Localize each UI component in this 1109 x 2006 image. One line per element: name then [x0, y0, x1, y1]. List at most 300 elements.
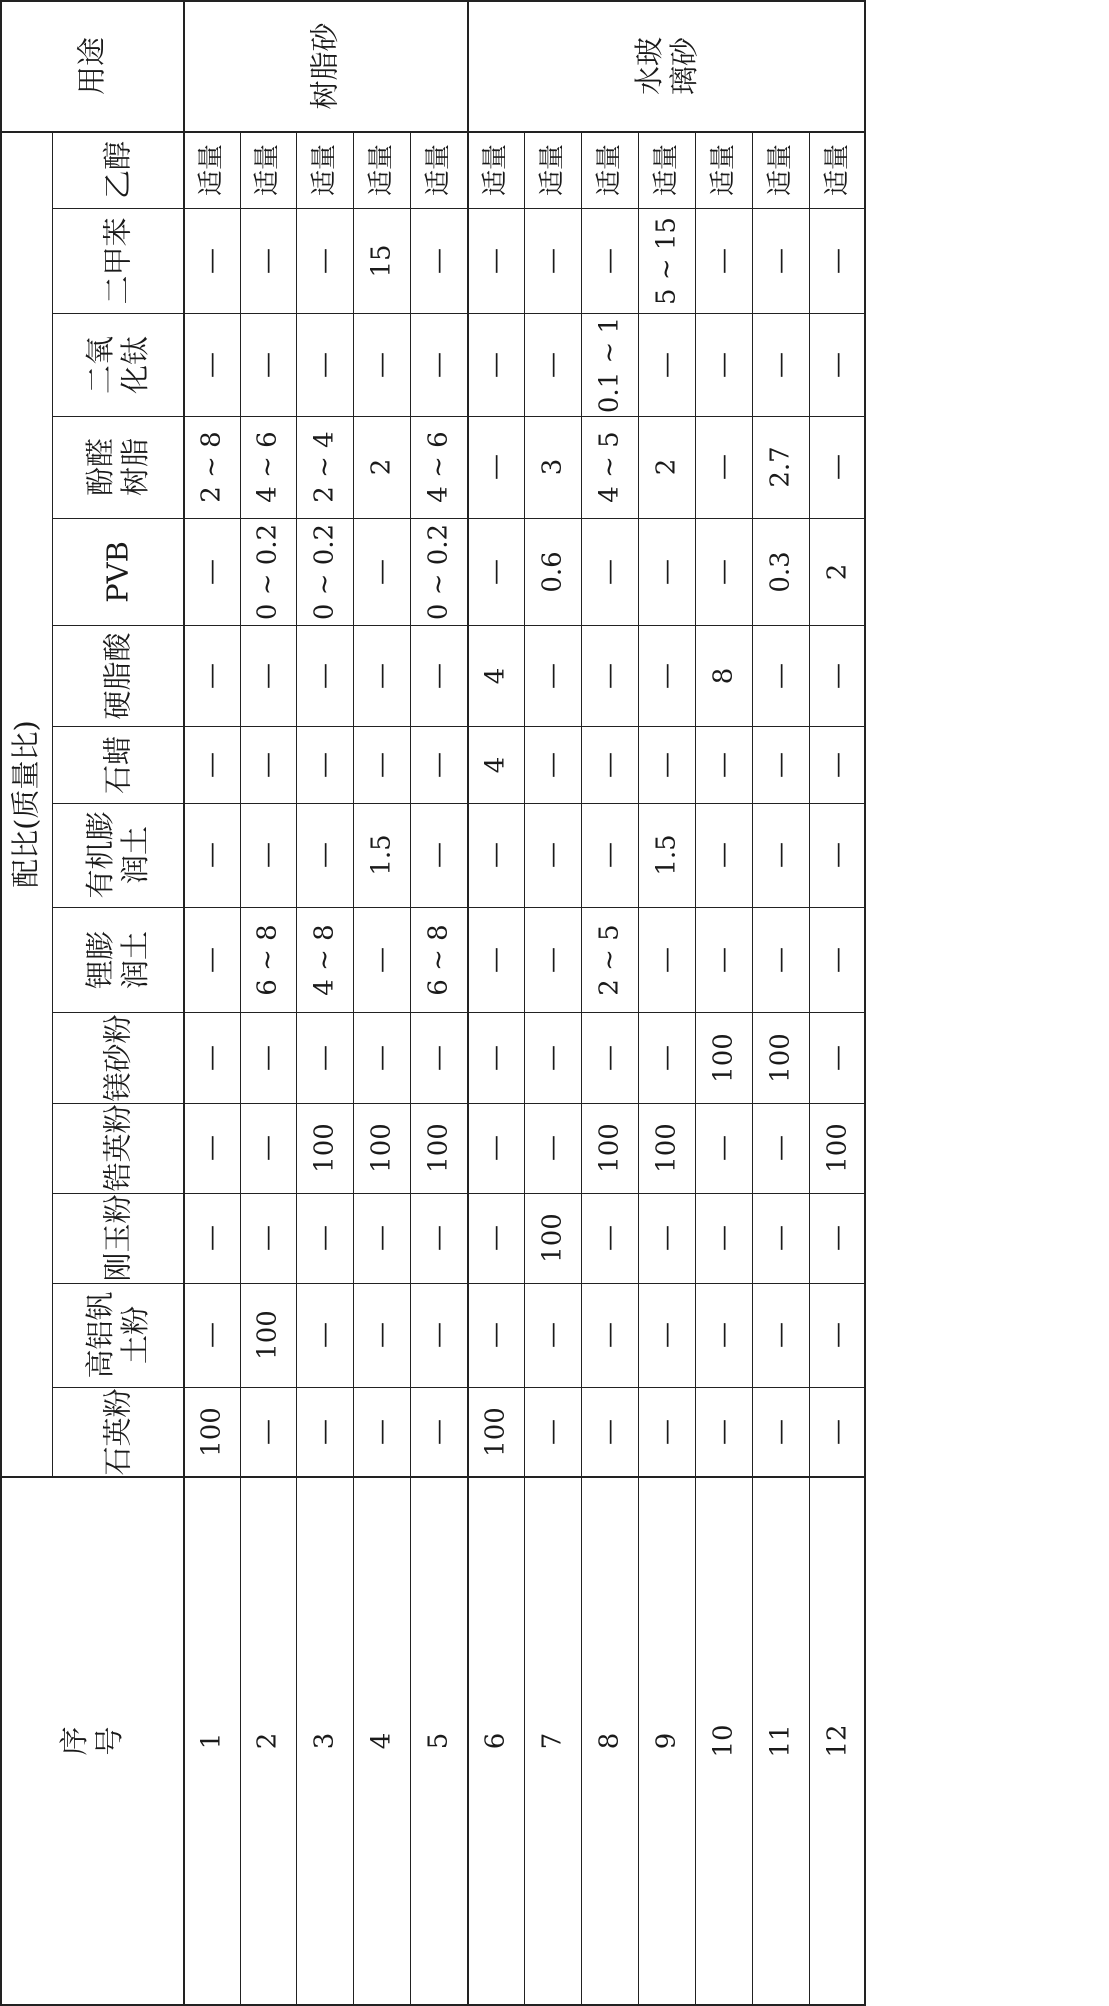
table-cell [752, 208, 809, 313]
table-cell [524, 1193, 581, 1283]
table-cell [581, 1193, 638, 1283]
table-cell [240, 313, 296, 416]
column-header-text: 二甲苯 [100, 216, 135, 305]
column-header-text: 高铝钒 土粉 [82, 1291, 152, 1379]
grid-line [52, 1283, 866, 1284]
table-cell-text: — [764, 1135, 795, 1161]
table-cell-text: 6 ~ 8 [422, 923, 453, 996]
table-cell-text: — [479, 946, 510, 973]
table-cell-text: 4 [479, 667, 510, 684]
table-cell-text: — [536, 842, 567, 868]
table-cell-text: — [821, 1044, 852, 1071]
table-cell-text: — [422, 751, 453, 778]
table-cell [695, 1103, 752, 1193]
table-cell-text: — [593, 558, 624, 585]
table-cell [353, 1012, 410, 1103]
table-cell [296, 1283, 353, 1387]
table-cell-text: 100 [650, 1123, 681, 1173]
table-cell [183, 726, 240, 803]
usage-group [467, 0, 866, 131]
table-cell-text: 0 ~ 0.2 [252, 523, 283, 620]
table-cell [581, 726, 638, 803]
table-cell [183, 1103, 240, 1193]
table-cell [524, 803, 581, 907]
grid-line [0, 1476, 866, 1478]
table-cell [638, 131, 695, 208]
table-cell-text: — [707, 1418, 738, 1445]
table-cell-text: 4 ~ 6 [422, 431, 453, 503]
table-cell [809, 208, 866, 313]
usage-group-text: 水玻 璃砂 [631, 36, 701, 95]
row-number [809, 1476, 866, 2006]
table-cell-text: 4 ~ 5 [593, 431, 624, 503]
grid-line [524, 131, 525, 2006]
table-cell-text: 适量 [422, 143, 453, 196]
table-cell-text: — [536, 946, 567, 973]
table-cell-text: — [764, 1418, 795, 1445]
table-cell [809, 1283, 866, 1387]
table-cell [467, 131, 524, 208]
grid-line [695, 131, 696, 2006]
row-number-text: 11 [764, 1724, 795, 1758]
table-cell-text: — [252, 1225, 283, 1251]
grid-line [296, 131, 297, 2006]
table-cell [296, 1193, 353, 1283]
table-cell [353, 208, 410, 313]
table-cell [809, 1103, 866, 1193]
column-header-text: 有机膨 润土 [82, 811, 152, 899]
table-cell [638, 313, 695, 416]
table-cell [183, 625, 240, 726]
table-cell-text: — [707, 1225, 738, 1251]
row-number [524, 1476, 581, 2006]
table-cell-text: — [308, 1044, 339, 1071]
usage-header-text: 用途 [74, 36, 109, 95]
index-header-text: 序 号 [56, 1726, 126, 1756]
table-cell [240, 726, 296, 803]
table-cell [183, 1193, 240, 1283]
usage-group-text: 树脂砂 [307, 21, 342, 110]
table-cell-text: 6 ~ 8 [252, 923, 283, 996]
grid-line [809, 131, 810, 2006]
usage-group [183, 0, 467, 131]
column-header [52, 726, 183, 803]
table-cell-text: — [195, 1225, 226, 1251]
table-cell [240, 131, 296, 208]
table-cell [695, 518, 752, 625]
table-cell [410, 131, 467, 208]
table-cell-text: 2 [821, 563, 852, 580]
table-cell-text: — [536, 1418, 567, 1445]
table-cell-text: 4 ~ 6 [252, 431, 283, 503]
table-cell [524, 1283, 581, 1387]
table-cell [410, 803, 467, 907]
table-cell [296, 208, 353, 313]
table-cell-text: — [195, 662, 226, 689]
table-cell-text: — [821, 1322, 852, 1348]
table-cell [353, 907, 410, 1012]
table-cell [240, 1103, 296, 1193]
row-number-text: 2 [252, 1732, 283, 1750]
column-header [52, 416, 183, 518]
table-cell-text: — [650, 351, 681, 378]
column-header [52, 1193, 183, 1283]
table-cell-text: 100 [308, 1123, 339, 1173]
row-number [752, 1476, 809, 2006]
table-cell-text: 100 [707, 1032, 738, 1083]
table-cell [809, 625, 866, 726]
table-cell-text: — [195, 351, 226, 378]
table-cell [183, 1012, 240, 1103]
table-cell [581, 518, 638, 625]
table-cell [638, 803, 695, 907]
table-cell [296, 726, 353, 803]
table-cell [467, 1103, 524, 1193]
table-cell-text: 1.5 [650, 834, 681, 876]
table-cell [638, 1283, 695, 1387]
table-cell [752, 518, 809, 625]
column-header [52, 131, 183, 208]
table-cell-text: — [252, 751, 283, 778]
table-cell-text: — [593, 1322, 624, 1348]
table-cell-text: — [479, 351, 510, 378]
table-cell [638, 1012, 695, 1103]
table-cell [183, 907, 240, 1012]
table-cell [296, 416, 353, 518]
column-header-text: 硬脂酸 [100, 631, 135, 720]
table-cell-text: 适量 [650, 143, 681, 196]
grid-line [0, 0, 866, 2]
table-cell-text: — [308, 662, 339, 689]
table-cell [296, 1012, 353, 1103]
table-cell-text: — [821, 454, 852, 480]
table-cell-text: — [821, 751, 852, 778]
table-cell [638, 726, 695, 803]
table-cell-text: — [650, 1418, 681, 1445]
table-cell [695, 1283, 752, 1387]
table-cell [410, 1193, 467, 1283]
column-header [52, 1283, 183, 1387]
table-cell-text: 适量 [308, 143, 339, 196]
table-cell [581, 1012, 638, 1103]
row-number-text: 10 [707, 1724, 738, 1758]
table-cell [183, 803, 240, 907]
table-cell [467, 625, 524, 726]
row-number [467, 1476, 524, 2006]
table-cell-text: — [821, 1418, 852, 1445]
table-cell [467, 518, 524, 625]
table-cell-text: — [650, 946, 681, 973]
table-cell [752, 1103, 809, 1193]
table-cell-text: — [422, 842, 453, 868]
table-cell [240, 625, 296, 726]
table-cell [524, 313, 581, 416]
table-cell [410, 313, 467, 416]
grid-line [864, 0, 866, 2006]
table-cell-text: — [308, 1225, 339, 1251]
table-cell-text: — [479, 1322, 510, 1348]
table-cell [524, 1012, 581, 1103]
table-cell [695, 803, 752, 907]
table-cell-text: — [821, 662, 852, 689]
column-header-text: 乙醇 [100, 140, 135, 199]
table-cell-text: — [707, 1135, 738, 1161]
table-cell-text: — [707, 247, 738, 274]
row-number [581, 1476, 638, 2006]
row-number-text: 9 [650, 1732, 681, 1750]
table-cell-text: — [764, 662, 795, 689]
table-cell-text: 4 ~ 8 [308, 923, 339, 996]
table-cell-text: 适量 [593, 143, 624, 196]
table-cell-text: — [650, 1322, 681, 1348]
column-header-text: PVB [100, 540, 135, 603]
table-cell-text: — [593, 1225, 624, 1251]
table-cell [353, 313, 410, 416]
table-cell [183, 416, 240, 518]
table-cell-text: — [479, 1225, 510, 1251]
row-number-text: 3 [308, 1732, 339, 1750]
table-cell [524, 1387, 581, 1476]
table-cell-text: — [252, 247, 283, 274]
table-cell-text: — [593, 1044, 624, 1071]
table-cell-text: — [479, 247, 510, 274]
table-cell-text: — [422, 351, 453, 378]
table-cell-text: — [195, 558, 226, 585]
table-cell [296, 1387, 353, 1476]
table-cell [240, 1012, 296, 1103]
table-cell [638, 518, 695, 625]
table-cell [467, 416, 524, 518]
grid-line [0, 0, 2, 2006]
row-number-text: 8 [593, 1732, 624, 1750]
table-cell [752, 313, 809, 416]
table-cell-text: — [422, 662, 453, 689]
table-cell [353, 803, 410, 907]
table-cell-text: — [195, 842, 226, 868]
table-cell-text: 8 [707, 667, 738, 684]
table-cell [240, 907, 296, 1012]
table-cell [240, 1193, 296, 1283]
usage-header [0, 0, 183, 131]
table-cell [353, 1103, 410, 1193]
table-cell [296, 518, 353, 625]
table-cell [638, 1103, 695, 1193]
table-cell-text: — [764, 946, 795, 973]
table-cell-text: — [650, 1044, 681, 1071]
table-cell [524, 726, 581, 803]
column-header-text: 锆英粉 [100, 1104, 135, 1192]
table-cell-text: — [308, 1322, 339, 1348]
table-cell-text: — [593, 842, 624, 868]
table-cell-text: — [650, 751, 681, 778]
table-cell [581, 907, 638, 1012]
table-cell [410, 907, 467, 1012]
table-cell-text: 100 [536, 1213, 567, 1263]
table-cell [296, 907, 353, 1012]
grid-line [52, 313, 866, 314]
table-cell-text: — [707, 842, 738, 868]
table-cell-text: — [593, 751, 624, 778]
table-cell-text: — [422, 1418, 453, 1445]
table-cell [296, 131, 353, 208]
table-cell-text: — [536, 1135, 567, 1161]
table-cell-text: — [707, 751, 738, 778]
table-cell-text: — [650, 558, 681, 585]
table-cell-text: — [764, 247, 795, 274]
table-cell-text: — [308, 247, 339, 274]
table-cell [752, 416, 809, 518]
table-cell-text: — [422, 1322, 453, 1348]
table-cell [809, 907, 866, 1012]
table-cell-text: 适量 [821, 143, 852, 196]
column-header-text: 二氧 化钛 [82, 335, 152, 394]
grid-line [353, 131, 354, 2006]
table-cell-text: — [764, 842, 795, 868]
table-cell-text: — [195, 247, 226, 274]
grid-line [638, 131, 639, 2006]
table-cell-text: 0.6 [536, 550, 567, 593]
table-cell [695, 1193, 752, 1283]
table-cell [809, 1193, 866, 1283]
table-cell-text: — [764, 1225, 795, 1251]
table-cell-text: 100 [764, 1032, 795, 1083]
column-header-text: 石英粉 [100, 1387, 135, 1476]
table-cell [638, 907, 695, 1012]
table-cell-text: — [308, 751, 339, 778]
column-header-text: 石蜡 [100, 735, 135, 794]
column-header-text: 酚醛 树脂 [82, 437, 152, 497]
table-cell-text: — [479, 842, 510, 868]
table-cell-text: — [252, 1044, 283, 1071]
grid-line [410, 131, 411, 2006]
table-cell [353, 726, 410, 803]
grid-line [52, 1012, 866, 1013]
table-cell [581, 416, 638, 518]
table-cell-text: 0 ~ 0.2 [308, 523, 339, 620]
table-cell [353, 1387, 410, 1476]
table-cell [353, 1283, 410, 1387]
table-cell [638, 416, 695, 518]
table-cell [695, 1387, 752, 1476]
table-cell [524, 518, 581, 625]
table-cell-text: — [536, 1044, 567, 1071]
table-cell [410, 1012, 467, 1103]
table-cell-text: 0 ~ 0.2 [422, 523, 453, 620]
column-header [52, 1012, 183, 1103]
table-cell-text: 100 [479, 1406, 510, 1457]
table-cell-text: — [252, 842, 283, 868]
table-cell [467, 907, 524, 1012]
table-cell [296, 1103, 353, 1193]
table-cell-text: — [593, 1418, 624, 1445]
formula-header [0, 131, 52, 1476]
table-cell [353, 416, 410, 518]
table-cell-text: 适量 [707, 143, 738, 196]
table-cell [809, 1012, 866, 1103]
table-cell-text: 15 [365, 243, 396, 278]
table-cell-text: 4 [479, 756, 510, 773]
table-cell [410, 726, 467, 803]
table-cell-text: — [422, 1225, 453, 1251]
table-cell [581, 1283, 638, 1387]
table-cell-text: 100 [821, 1123, 852, 1173]
table-cell-text: — [195, 1044, 226, 1071]
table-cell-text: 100 [365, 1123, 396, 1173]
table-cell-text: — [821, 351, 852, 378]
row-number [296, 1476, 353, 2006]
table-cell [581, 1103, 638, 1193]
table-cell [524, 907, 581, 1012]
table-cell [467, 1283, 524, 1387]
table-cell [809, 131, 866, 208]
table-cell-text: 适量 [479, 143, 510, 196]
table-cell-text: 适量 [764, 143, 795, 196]
table-cell-text: 1.5 [365, 834, 396, 876]
table-cell [353, 131, 410, 208]
table-cell-text: — [764, 351, 795, 378]
grid-line [52, 518, 866, 519]
column-header [52, 625, 183, 726]
table-cell-text: — [365, 751, 396, 778]
row-number [183, 1476, 240, 2006]
table-cell [752, 1012, 809, 1103]
grid-line [0, 131, 866, 133]
row-number [353, 1476, 410, 2006]
table-cell-text: — [707, 1322, 738, 1348]
table-cell-text: — [536, 351, 567, 378]
table-cell [695, 1012, 752, 1103]
table-cell [638, 1387, 695, 1476]
column-header [52, 1103, 183, 1193]
table-cell-text: — [252, 351, 283, 378]
table-cell [695, 416, 752, 518]
table-cell-text: — [821, 247, 852, 274]
table-cell-text: — [252, 662, 283, 689]
table-cell [524, 1103, 581, 1193]
table-cell [467, 726, 524, 803]
column-header-text: 锂膨 润土 [82, 930, 152, 989]
table-cell [809, 1387, 866, 1476]
table-cell [695, 726, 752, 803]
table-cell-text: 适量 [252, 143, 283, 196]
grid-line [581, 131, 582, 2006]
table-cell-text: — [764, 1322, 795, 1348]
table-cell [410, 1283, 467, 1387]
table-cell [581, 1387, 638, 1476]
grid-line [52, 208, 866, 209]
grid-line [183, 0, 185, 2006]
table-cell [638, 1193, 695, 1283]
table-cell [240, 416, 296, 518]
table-cell-text: 3 [536, 458, 567, 476]
table-cell [467, 208, 524, 313]
table-cell [638, 625, 695, 726]
table-cell [353, 625, 410, 726]
table-cell [752, 625, 809, 726]
grid-line [52, 416, 866, 417]
table-cell [581, 803, 638, 907]
grid-line [52, 1387, 866, 1388]
table-cell [752, 1283, 809, 1387]
grid-line [52, 1193, 866, 1194]
table-cell [410, 1103, 467, 1193]
table-cell-text: — [195, 1135, 226, 1161]
column-header [52, 518, 183, 625]
table-cell [524, 208, 581, 313]
row-number [240, 1476, 296, 2006]
grid-line [467, 0, 469, 2006]
table-cell [410, 625, 467, 726]
